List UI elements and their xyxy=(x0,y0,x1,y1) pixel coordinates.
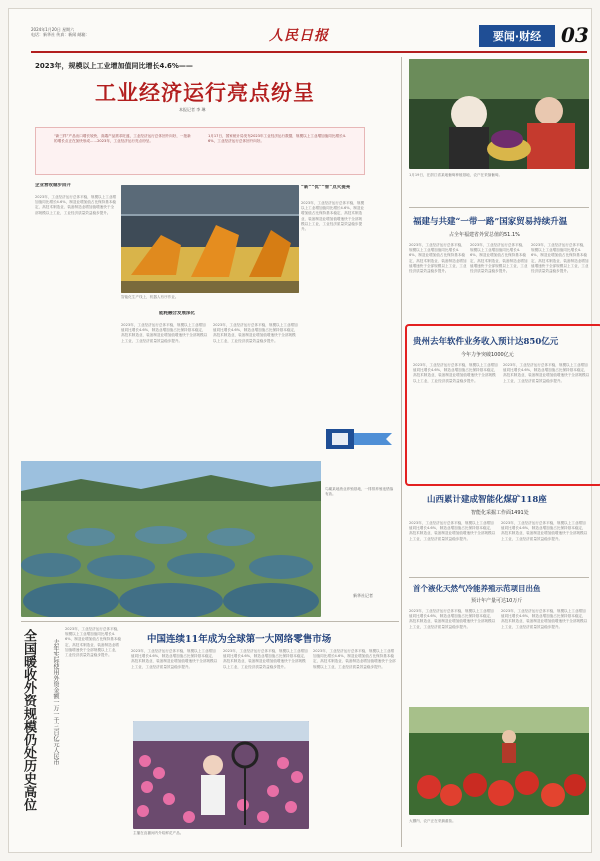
right-divider-2 xyxy=(409,577,589,578)
lead-body-col1: 2023年，工业经济运行总体平稳，规模以上工业增加值同比增长4.6%，制造业增加值占比保持基本稳定，高技术制造业、装备制造业增加值增速快于全部规模以上工业，工业经济质量效益稳步提升。 xyxy=(35,195,117,215)
tomato-photo-caption: 大棚内，农户正在采摘番茄。 xyxy=(409,819,456,823)
story1-title: 福建与共建“一带一路”国家贸易持续升温 xyxy=(413,217,568,227)
bottom-col1: 2023年，工业经济运行总体平稳，规模以上工业增加值同比增长4.6%，制造业增加值占比保持基本稳定，高技术制造业、装备制造业增加值增速快于全部规模以上工业，工业经济质量效益稳步提升。 xyxy=(131,649,218,669)
lead-headline: 工业经济运行亮点纷呈 xyxy=(95,80,315,105)
bottom-col2: 2023年，工业经济运行总体平稳，规模以上工业增加值同比增长4.6%，制造业增加值占比保持基本稳定，高技术制造业、装备制造业增加值增速快于全部规模以上工业，工业经济质量效益稳步提升。 xyxy=(223,649,308,669)
flower-livestream-photo xyxy=(133,721,309,829)
bottom-divider xyxy=(21,621,399,622)
story2-title: 贵州去年软件业务收入预计达850亿元 xyxy=(413,337,559,347)
story4-col1: 2023年，工业经济运行总体平稳，规模以上工业增加值同比增长4.6%，制造业增加值占比保持基本稳定，高技术制造业、装备制造业增加值增速快于全部规模以上工业，工业经济质量效益稳步提升。 xyxy=(409,609,496,629)
vertical-story-body: 2023年，工业经济运行总体平稳，规模以上工业增加值同比增长4.6%，制造业增加值占比保持基本稳定，高技术制造业、装备制造业增加值增速快于全部规模以上工业，工业经济质量效益稳步提升。 xyxy=(65,627,121,658)
story3-col1: 2023年，工业经济运行总体平稳，规模以上工业增加值同比增长4.6%，制造业增加值占比保持基本稳定，高技术制造业、装备制造业增加值增速快于全部规模以上工业，工业经济质量效益稳步提升。 xyxy=(409,521,496,541)
tomato-greenhouse-photo xyxy=(409,707,589,815)
story3-col2: 2023年，工业经济运行总体平稳，规模以上工业增加值同比增长4.6%，制造业增加值占比保持基本稳定，高技术制造业、装备制造业增加值增速快于全部规模以上工业，工业经济质量效益稳步提升。 xyxy=(501,521,588,541)
factory-robots-photo xyxy=(121,185,299,293)
page-number: 03 xyxy=(561,23,589,47)
story2-col2: 2023年，工业经济运行总体平稳，规模以上工业增加值同比增长4.6%，制造业增加值占比保持基本稳定，高技术制造业、装备制造业增加值增速快于全部规模以上工业，工业经济质量效益稳步提升。 xyxy=(503,363,590,383)
flower-photo-caption: 主播在直播间内介绍鲜花产品。 xyxy=(133,831,184,835)
story3-subtitle: 智能化采掘工作面1491处 xyxy=(471,510,529,516)
newspaper-logo: 人民日报 xyxy=(269,28,329,44)
aquaculture-caption: 鸟瞰某地渔业养殖基地，一排排养殖池错落有致。 xyxy=(325,487,394,497)
story4-title: 首个液化天然气冷能养殖示范项目出鱼 xyxy=(413,584,541,593)
right-divider-1 xyxy=(409,207,589,208)
grape-photo-caption: 1月19日，在浙江省某地葡萄种植基地，农户在采摘葡萄。 xyxy=(409,173,503,177)
contact-info: 电话：新华社 传真：新闻 邮箱： xyxy=(31,32,90,37)
column-divider xyxy=(401,57,402,847)
lead-subhead-2: “新”“优”“智”点火提亮 xyxy=(301,185,351,190)
story2-subtitle: 今年力争突破1000亿元 xyxy=(461,352,514,358)
callout-left: “新三样”产品出口增长较快，高端产品需求旺盛，工业经济运行总体回升向好，一批新的增长点正在加快形成……2023年，工业经济运行亮点纷呈。 xyxy=(54,134,191,144)
vertical-subhead: 去年实际使用外资金额一万一千三百亿元人民币 xyxy=(52,639,59,765)
lead-callout xyxy=(35,127,365,175)
masthead-info xyxy=(31,27,181,37)
lead-kicker: 2023年，规模以上工业增加值同比增长4.6%—— xyxy=(35,62,193,70)
lead-body-col3: 2023年，工业经济运行总体平稳，规模以上工业增加值同比增长4.6%，制造业增加值占比保持基本稳定，高技术制造业、装备制造业增加值增速快于全部规模以上工业，工业经济质量效益稳步提升。 xyxy=(213,323,298,343)
masthead xyxy=(31,23,587,53)
story1-col1: 2023年，工业经济运行总体平稳，规模以上工业增加值同比增长4.6%，制造业增加值占比保持基本稳定，高技术制造业、装备制造业增加值增速快于全部规模以上工业，工业经济质量效益稳步提升。 xyxy=(409,243,467,274)
story4-subtitle: 预计年产量可达10万斤 xyxy=(471,598,523,604)
story3-title: 山西累计建成智能化煤矿118座 xyxy=(427,495,547,505)
lead-byline: 本报记者 李 琳 xyxy=(179,107,206,112)
aquaculture-ponds-photo xyxy=(21,461,321,617)
vertical-headline: 全国暖收外资规模仍处历史高位 xyxy=(21,629,36,811)
section-tag: 要闻·财经 xyxy=(479,25,555,47)
newspaper-page xyxy=(8,8,592,853)
factory-photo-caption: 智能化生产线上，机器人有序作业。 xyxy=(121,295,179,299)
bottom-headline: 中国连续11年成为全球第一大网络零售市场 xyxy=(147,634,332,645)
lead-body-col2: 2023年，工业经济运行总体平稳，规模以上工业增加值同比增长4.6%，制造业增加值占比保持基本稳定，高技术制造业、装备制造业增加值增速快于全部规模以上工业，工业经济质量效益稳步提升。 xyxy=(121,323,208,343)
story1-col2: 2023年，工业经济运行总体平稳，规模以上工业增加值同比增长4.6%，制造业增加值占比保持基本稳定，高技术制造业、装备制造业增加值增速快于全部规模以上工业，工业经济质量效益稳步提升。 xyxy=(470,243,528,274)
callout-right: 1月17日，国家统计局发布2023年工业经济运行数据，规模以上工业增加值同比增长4.6%，工业经济运行总体回升向好。 xyxy=(208,134,347,144)
story1-subtitle: 占全年福建省外贸总值的51.1% xyxy=(449,232,520,238)
lead-subhead-1: 企业营收稳步回升 xyxy=(35,183,71,188)
story4-col2: 2023年，工业经济运行总体平稳，规模以上工业增加值同比增长4.6%，制造业增加值占比保持基本稳定，高技术制造业、装备制造业增加值增速快于全部规模以上工业，工业经济质量效益稳步提升。 xyxy=(501,609,588,629)
aquaculture-credit: 新华社记者 xyxy=(353,593,373,598)
commentary-badge-icon xyxy=(324,425,394,453)
lead-subhead-3: 能耗融合发展深化 xyxy=(159,311,195,316)
story2-col1: 2023年，工业经济运行总体平稳，规模以上工业增加值同比增长4.6%，制造业增加值占比保持基本稳定，高技术制造业、装备制造业增加值增速快于全部规模以上工业，工业经济质量效益稳步提升。 xyxy=(413,363,498,383)
story1-col3: 2023年，工业经济运行总体平稳，规模以上工业增加值同比增长4.6%，制造业增加值占比保持基本稳定，高技术制造业、装备制造业增加值增速快于全部规模以上工业，工业经济质量效益稳步提升。 xyxy=(531,243,589,274)
lead-body-col4: 2023年，工业经济运行总体平稳，规模以上工业增加值同比增长4.6%，制造业增加值占比保持基本稳定，高技术制造业、装备制造业增加值增速快于全部规模以上工业，工业经济质量效益稳步提升。 xyxy=(301,201,365,232)
grape-harvest-photo xyxy=(409,59,589,169)
bottom-col3: 2023年，工业经济运行总体平稳，规模以上工业增加值同比增长4.6%，制造业增加值占比保持基本稳定，高技术制造业、装备制造业增加值增速快于全部规模以上工业，工业经济质量效益稳步提升。 xyxy=(313,649,396,669)
issue-date: 2024年1月20日 星期六 xyxy=(31,27,75,32)
